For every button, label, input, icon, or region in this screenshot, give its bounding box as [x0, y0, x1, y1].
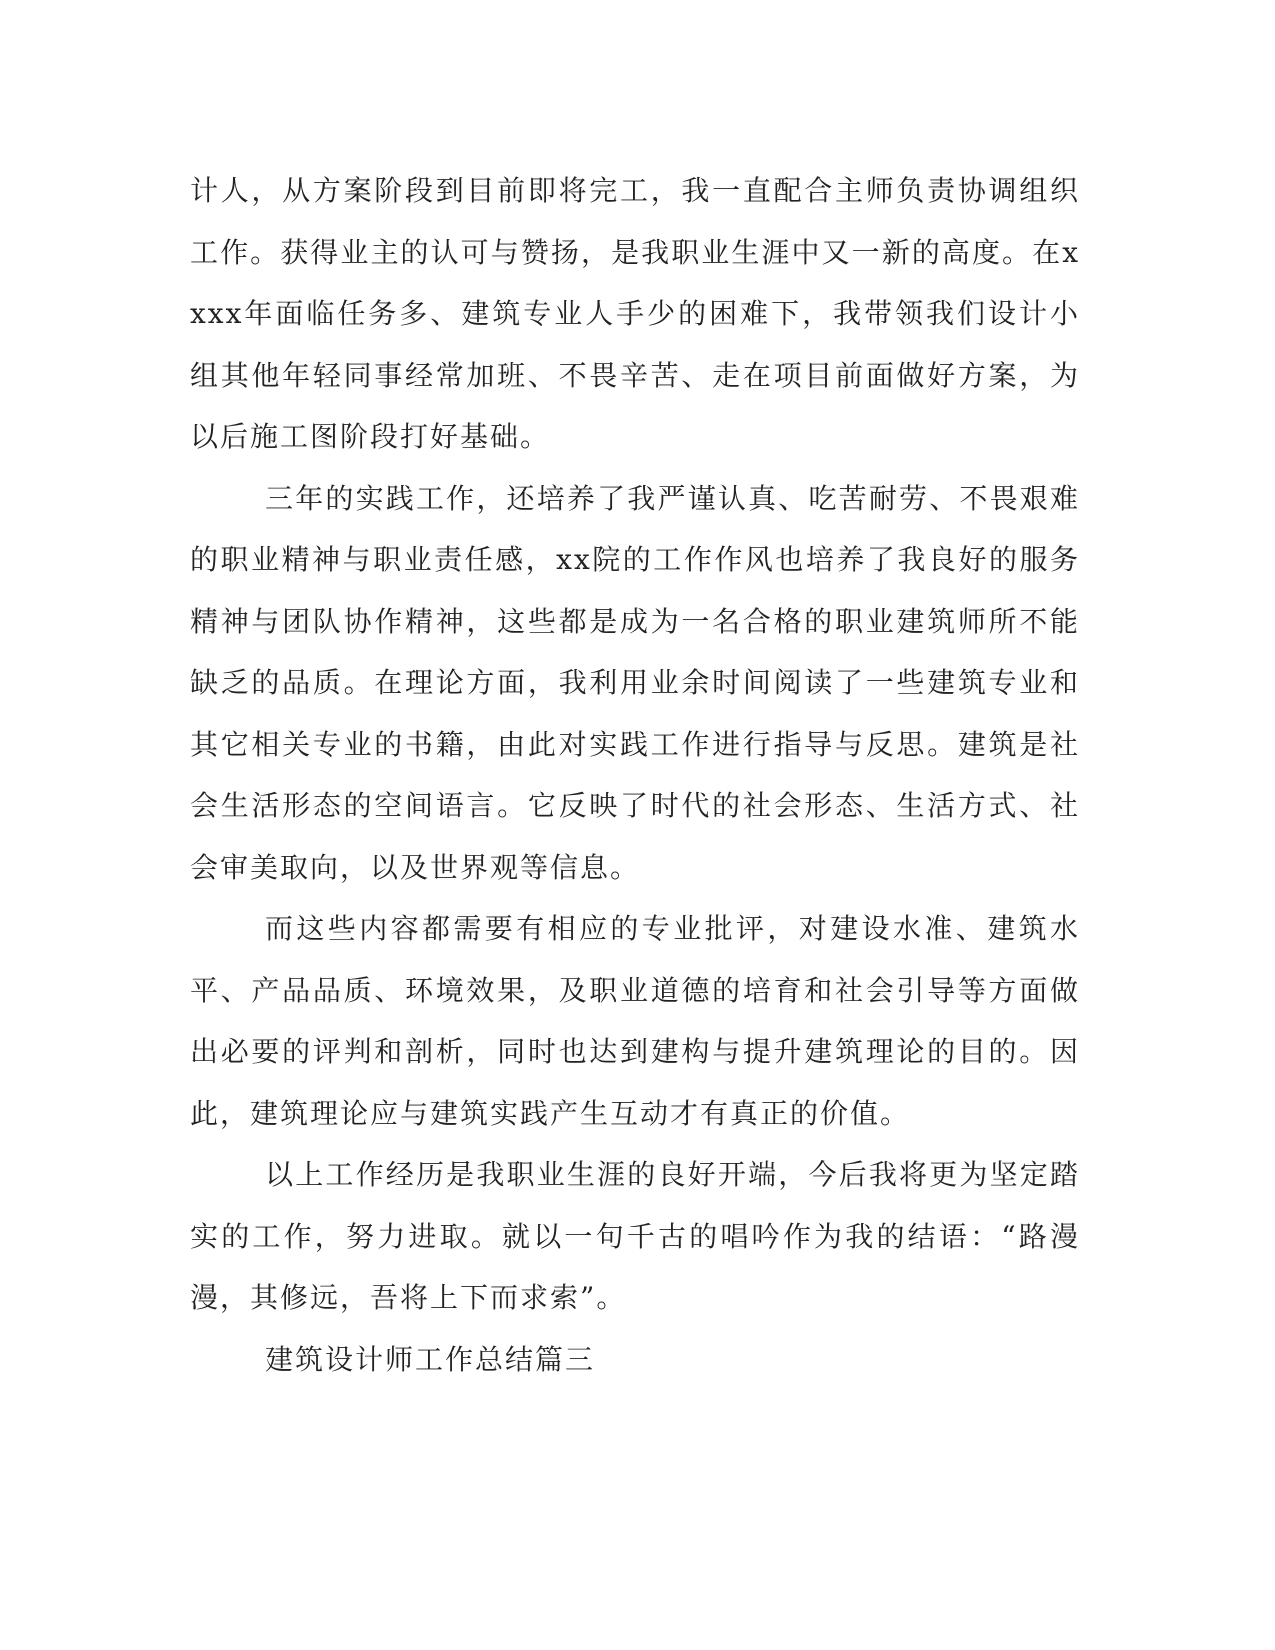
paragraph-practice-work: 三年的实践工作，还培养了我严谨认真、吃苦耐劳、不畏艰难的职业精神与职业责任感，xx院的工作作风也培养了我良好的服务精神与团队协作精神，这些都是成为一名合格的职业建筑师所不能缺乏的品质。在理论方面，我利用业余时间阅读了一些建筑专业和其它相关专业的书籍，由此对实践工作进行指导与反思。建筑是社会生活形态的空间语言。它反映了时代的社会形态、生活方式、社会审美取向，以及世界观等信息。 — [190, 481, 1080, 884]
paragraph-conclusion: 以上工作经历是我职业生涯的良好开端，今后我将更为坚定踏实的工作，努力进取。就以一句千古的唱吟作为我的结语：“路漫漫，其修远，吾将上下而求索”。 — [190, 1158, 1080, 1314]
paragraph-continuation: 计人，从方案阶段到目前即将完工，我一直配合主师负责协调组织工作。获得业主的认可与赞扬，是我职业生涯中又一新的高度。在xxxx年面临任务多、建筑专业人手少的困难下，我带领我们设计小组其他年轻同事经常加班、不畏辛苦、走在项目前面做好方案，为以后施工图阶段打好基础。 — [190, 174, 1080, 453]
paragraph-criticism: 而这些内容都需要有相应的专业批评，对建设水准、建筑水平、产品品质、环境效果，及职业道德的培育和社会引导等方面做出必要的评判和剖析，同时也达到建构与提升建筑理论的目的。因此，建筑理论应与建筑实践产生互动才有真正的价值。 — [190, 912, 1080, 1130]
document-body — [190, 160, 1080, 1390]
section-heading: 建筑设计师工作总结篇三 — [265, 1342, 596, 1376]
